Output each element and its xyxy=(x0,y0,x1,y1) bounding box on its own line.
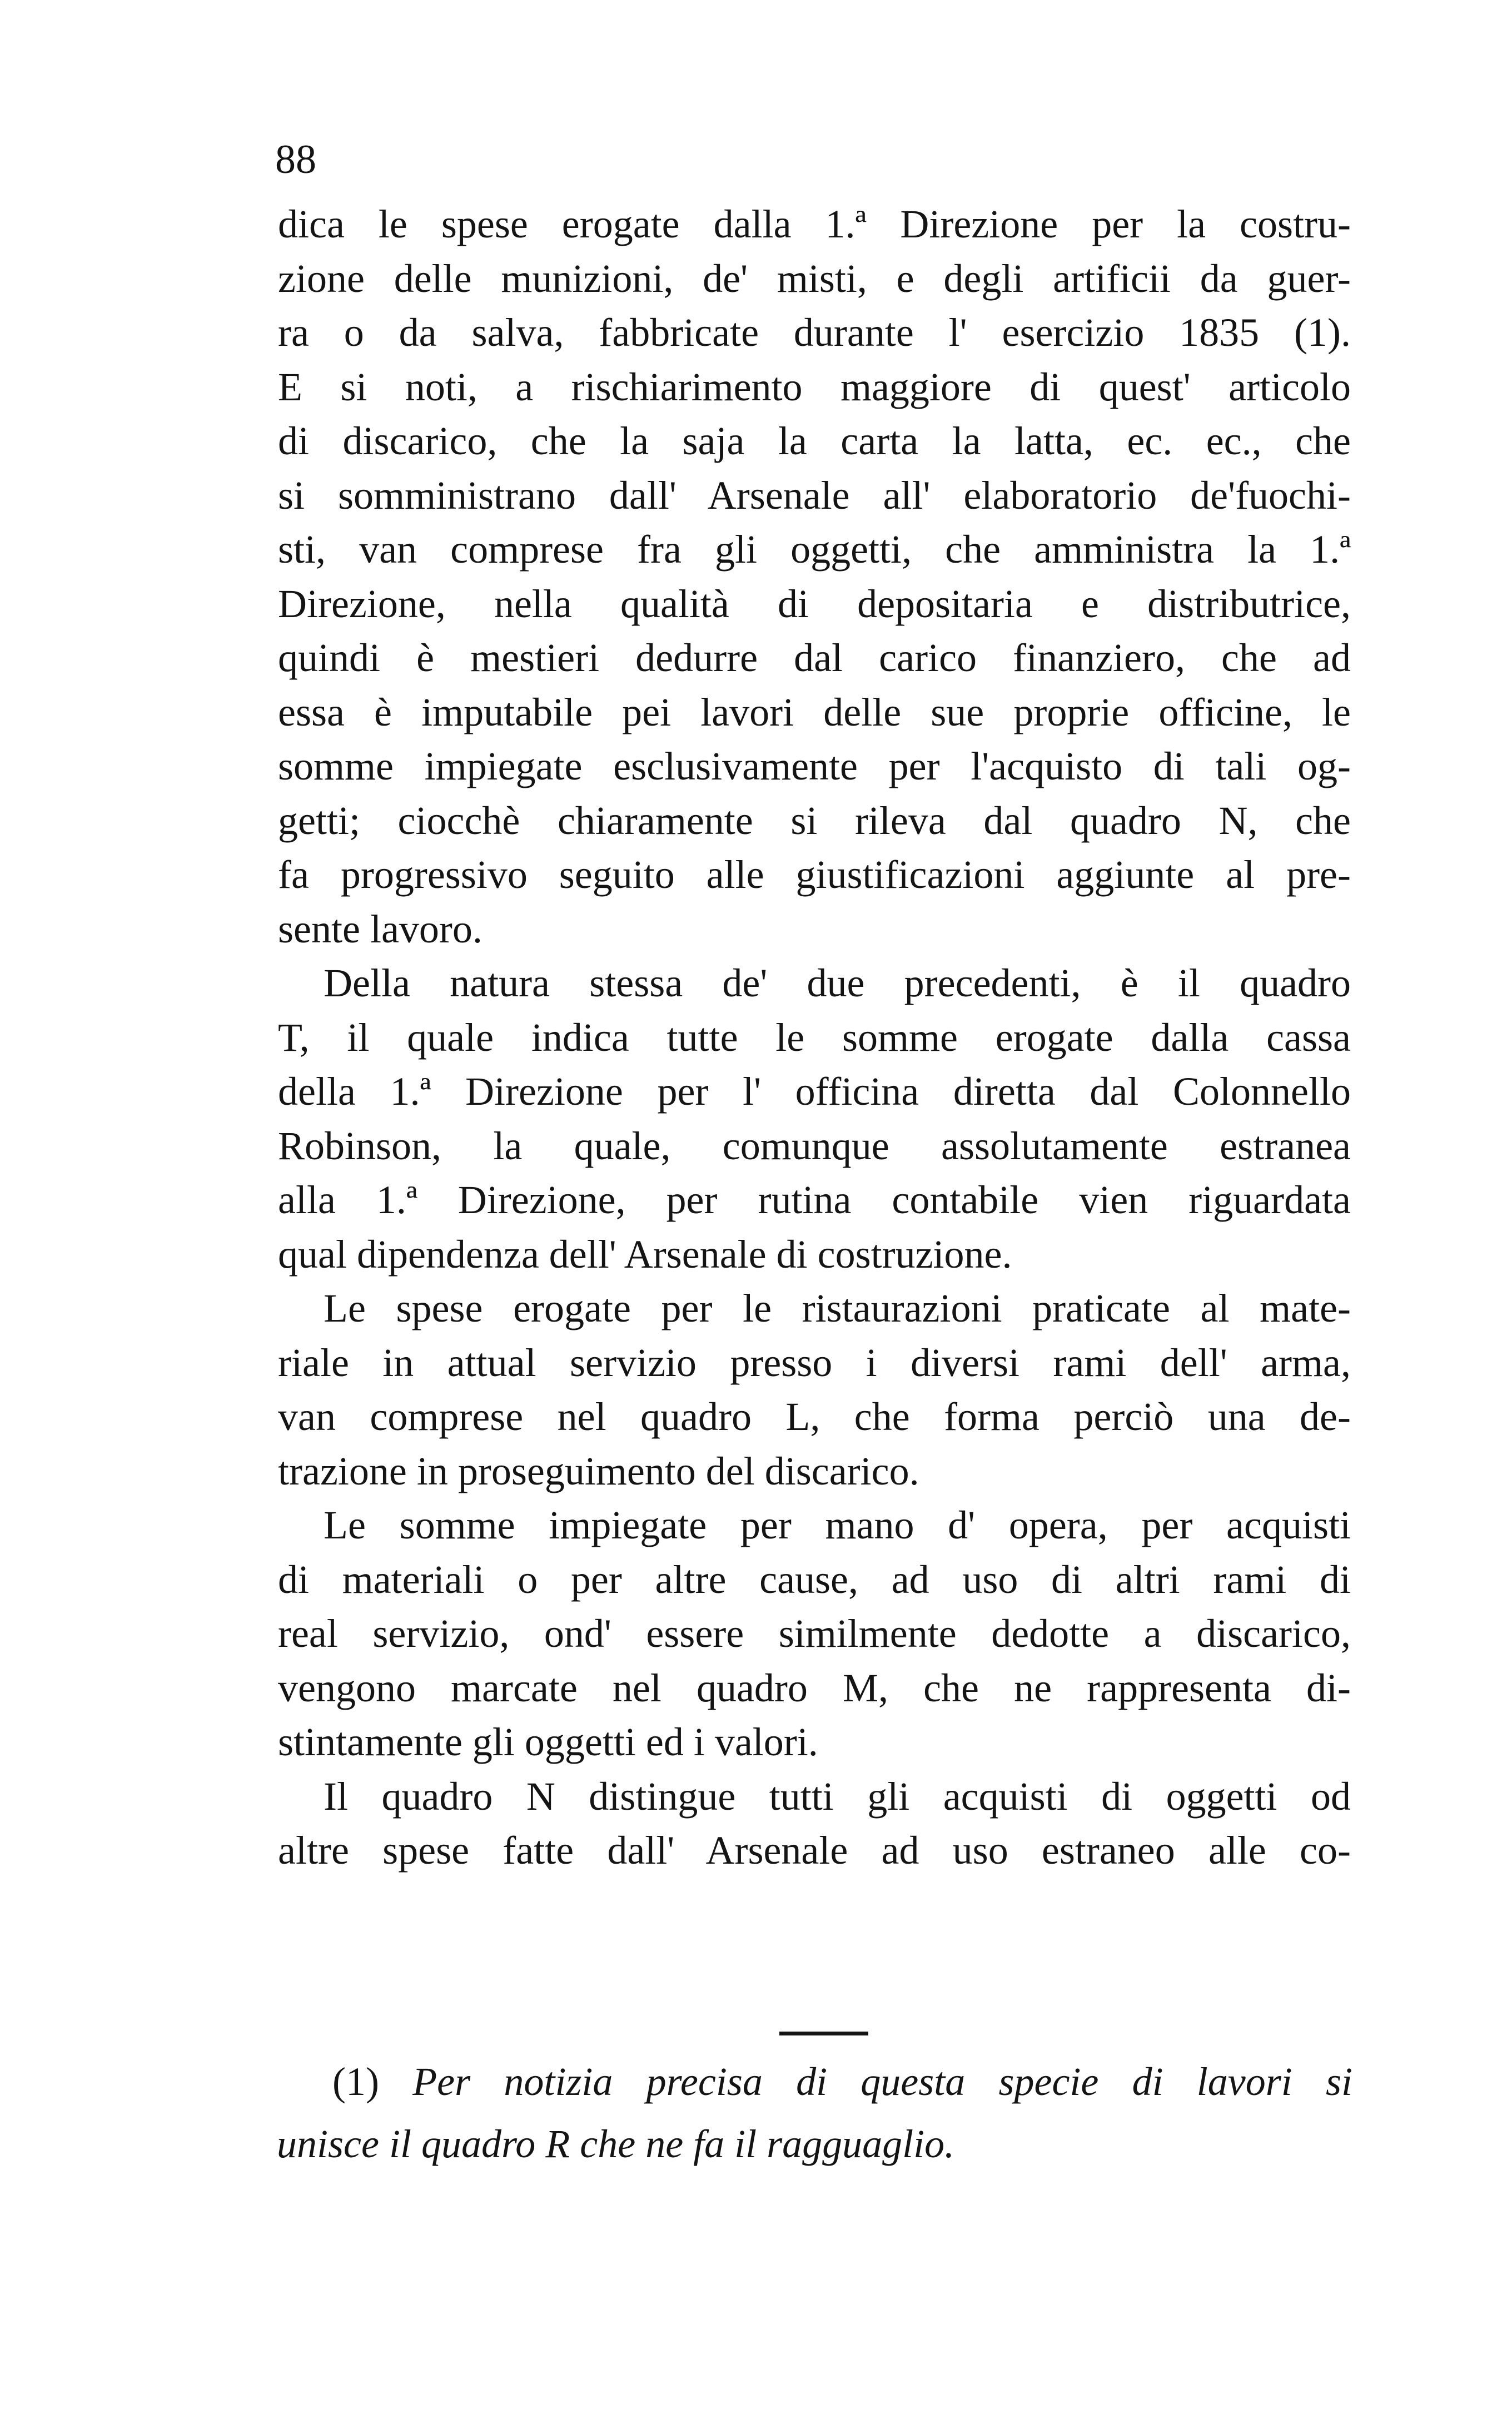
text-line: riale in attual servizio presso i diversi rami dell' arma, xyxy=(278,1340,1351,1385)
text-line: Robinson, la quale, comunque assolutamente estranea xyxy=(278,1123,1351,1168)
text-line: fa progressivo seguito alle giustificazioni aggiunte al pre- xyxy=(278,852,1351,897)
text-line: Le spese erogate per le ristaurazioni praticate al mate- xyxy=(324,1286,1351,1330)
text-line: quindi è mestieri dedurre dal carico finanziero, che ad xyxy=(278,635,1351,680)
text-line: trazione in proseguimento del discarico. xyxy=(278,1448,919,1493)
text-line: Della natura stessa de' due precedenti, è il quadro xyxy=(324,961,1351,1005)
text-line: E si noti, a rischiarimento maggiore di quest' articolo xyxy=(278,364,1351,409)
text-line: zione delle munizioni, de' misti, e degli artificii da guer- xyxy=(278,256,1351,301)
body-text xyxy=(278,197,1351,1878)
text-line: real servizio, ond' essere similmente dedotte a discarico, xyxy=(278,1611,1351,1656)
text-line: Il quadro N distingue tutti gli acquisti di oggetti od xyxy=(324,1774,1351,1819)
text-line: di discarico, che la saja la carta la latta, ec. ec., che xyxy=(278,419,1351,463)
text-line: ra o da salva, fabbricate durante l' esercizio 1835 (1). xyxy=(278,310,1351,355)
page-number: 88 xyxy=(275,137,316,182)
text-line: getti; ciocchè chiaramente si rileva dal quadro N, che xyxy=(278,798,1351,843)
text-line: di materiali o per altre cause, ad uso di altri rami di xyxy=(278,1557,1351,1602)
text-line: qual dipendenza dell' Arsenale di costruzione. xyxy=(278,1232,1012,1277)
footnote-marker: (1) xyxy=(332,2059,379,2104)
text-line: altre spese fatte dall' Arsenale ad uso estraneo alle co- xyxy=(278,1828,1351,1873)
text-line: alla 1.ª Direzione, per rutina contabile vien riguardata xyxy=(278,1178,1351,1222)
text-line: della 1.ª Direzione per l' officina diretta dal Colonnello xyxy=(278,1069,1351,1114)
text-line: stintamente gli oggetti ed i valori. xyxy=(278,1720,818,1764)
footnote-separator xyxy=(779,2032,868,2035)
footnote-text-line: unisce il quadro R che ne fa il ragguaglio. xyxy=(277,2122,955,2166)
text-line: Le somme impiegate per mano d' opera, per acquisti xyxy=(324,1503,1351,1547)
footnote-text-line: Per notizia precisa di questa specie di lavori si xyxy=(412,2059,1353,2104)
text-line: dica le spese erogate dalla 1.ª Direzione per la costru- xyxy=(278,202,1351,246)
text-line: van comprese nel quadro L, che forma perciò una de- xyxy=(278,1394,1351,1439)
text-line: sente lavoro. xyxy=(278,906,483,951)
text-line: essa è imputabile pei lavori delle sue proprie officine, le xyxy=(278,689,1351,734)
text-line: T, il quale indica tutte le somme erogate dalla cassa xyxy=(278,1015,1351,1060)
footnote xyxy=(277,2050,1353,2175)
text-line: somme impiegate esclusivamente per l'acquisto di tali og- xyxy=(278,744,1351,788)
text-line: vengono marcate nel quadro M, che ne rappresenta di- xyxy=(278,1665,1351,1710)
text-line: sti, van comprese fra gli oggetti, che amministra la 1.ª xyxy=(278,527,1351,572)
text-line: Direzione, nella qualità di depositaria e distributrice, xyxy=(278,581,1351,626)
text-line: si somministrano dall' Arsenale all' elaboratorio de'fuochi- xyxy=(278,473,1351,518)
